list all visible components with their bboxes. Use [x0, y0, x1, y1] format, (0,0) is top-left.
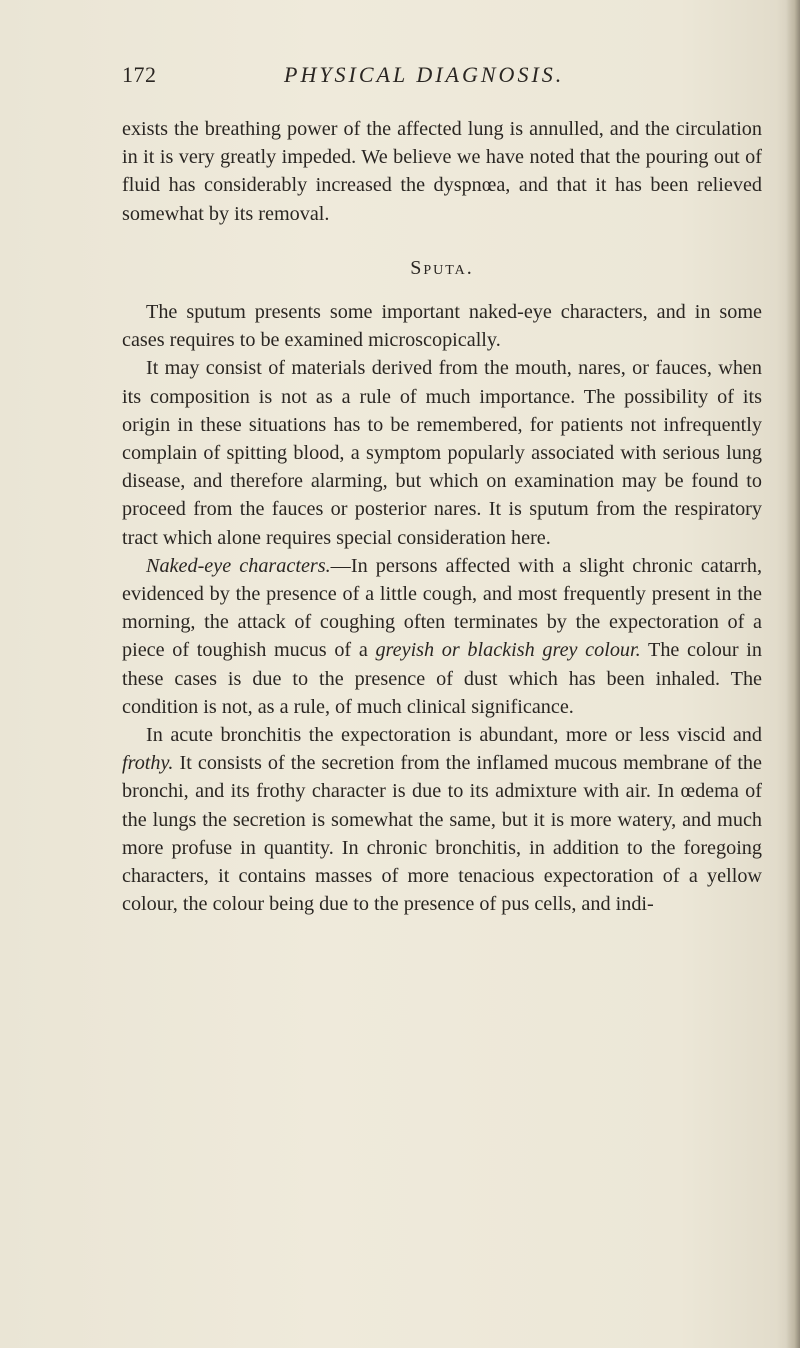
section-heading: Sputa. — [410, 256, 474, 279]
paragraph-acute-text-a: In acute bronchitis the expectoration is abundant, more or less viscid and — [146, 724, 762, 747]
paragraph-naked-eye — [122, 552, 762, 721]
paragraph-naked-eye-text-a: —In persons affected with a slight chronic catarrh, evidenced by the presence of a little cough, and most frequently present in the morning, the attack of coughing often terminates by the expectoration of a piece of toughish mucus of a — [122, 554, 763, 662]
body-text — [122, 115, 762, 918]
page-number: 172 — [122, 62, 157, 87]
paragraph-acute-text-b: It consists of the secretion from the inflamed mucous membrane of the bronchi, and its frothy character is due to its admixture with air. In œdema of the lungs the secretion is somewhat the same, but it is more watery, and much more profuse in quantity. In chronic bronchitis, in addition to the foregoing characters, it contains masses of more tenacious expectoration of a yellow colour, the colour being due to the presence of pus cells, and indi- — [122, 752, 762, 916]
subsection-label: Naked-eye characters. — [146, 554, 331, 577]
paragraph-naked-eye-text-b: The colour in these cases is due to the presence of dust which has been inhaled. The condition is not, as a rule, of much clinical significance. — [122, 639, 762, 718]
paragraph-continuation: exists the breathing power of the affected lung is annulled, and the circulation in it is very greatly impeded. We believe we have noted that the pouring out of fluid has considerably increased the dyspnœa, and that it has been relieved somewhat by its removal. — [122, 118, 762, 225]
page-header — [122, 62, 762, 92]
paragraph-origin: It may consist of materials derived from the mouth, nares, or fauces, when its composition is not as a rule of much importance. The possibility of its origin in these situations has to be remembered, for patients not infrequently complain of spitting blood, a symptom popularly associated with serious lung disease, and therefore alarming, but which on examination may be found to proceed from the fauces or posterior nares. It is sputum from the respiratory tract which alone requires special consideration here. — [122, 357, 762, 549]
paragraph-acute-bronchitis — [122, 721, 762, 918]
paragraph-naked-eye-emphasis: greyish or blackish grey colour. — [375, 639, 641, 662]
paragraph-acute-emphasis: frothy. — [122, 752, 174, 775]
running-head: PHYSICAL DIAGNOSIS. — [284, 62, 565, 87]
paragraph-intro: The sputum presents some important naked-eye characters, and in some cases requires to be examined microscopically. — [122, 301, 762, 352]
page-edge-shadow — [786, 0, 800, 1348]
